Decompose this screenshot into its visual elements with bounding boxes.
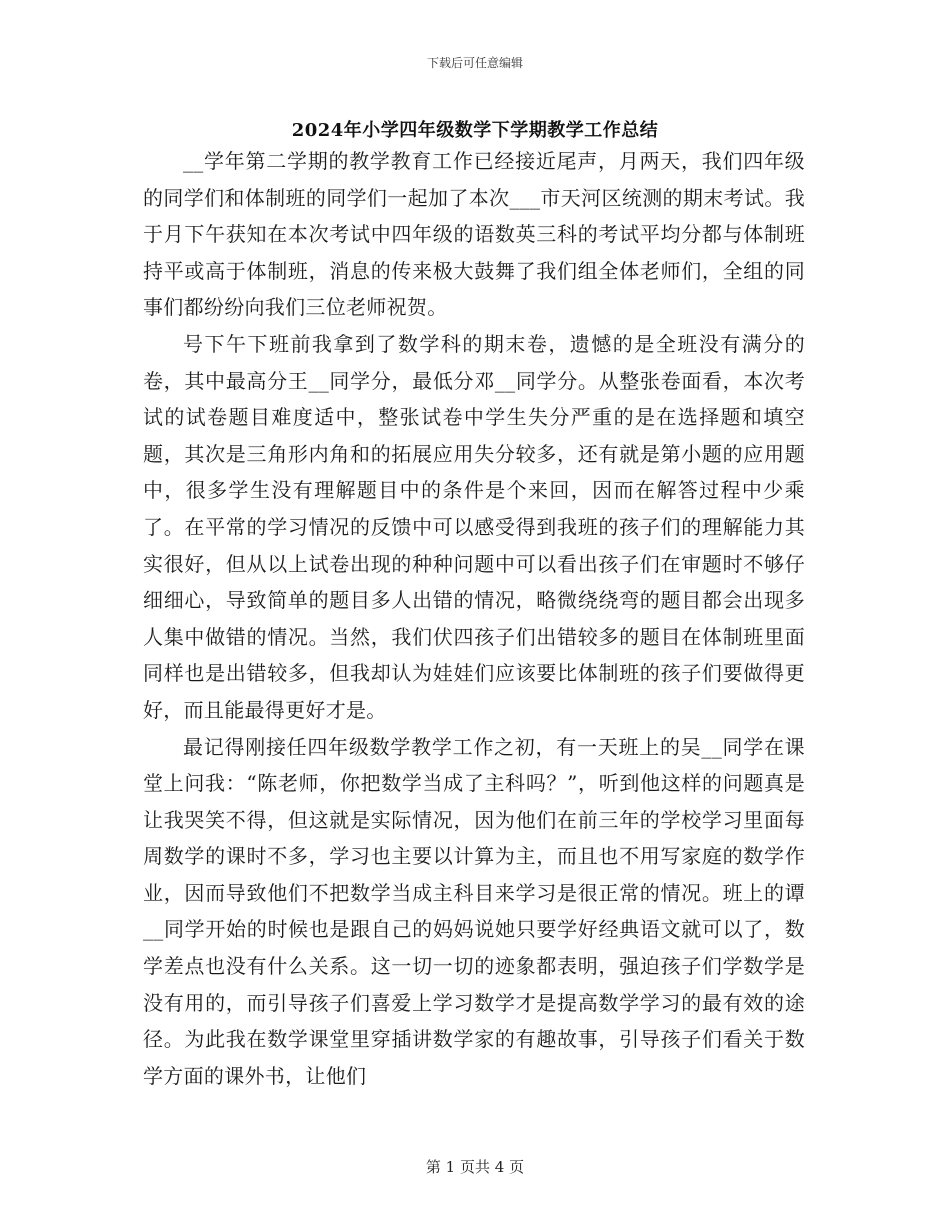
document-body [143,143,805,1094]
page-number: 第 1 页共 4 页 [425,1158,525,1176]
paragraph: 号下午下班前我拿到了数学科的期末卷，遗憾的是全班没有满分的卷，其中最高分王__同学分，最低分邓__同学分。从整张卷面看，本次考试的试卷题目难度适中，整张试卷中学生失分严重的是在选择题和填空题，其次是三角形内角和的拓展应用失分较多，还有就是第小题的应用题中，很多学生没有理解题目中的条件是个来回，因而在解答过程中少乘了。在平常的学习情况的反馈中可以感受得到我班的孩子们的理解能力其实很好，但从以上试卷出现的种种问题中可以看出孩子们在审题时不够仔细细心，导致简单的题目多人出错的情况，略微绕绕弯的题目都会出现多人集中做错的情况。当然，我们伏四孩子们出错较多的题目在体制班里面同样也是出错较多，但我却认为娃娃们应该要比体制班的孩子们要做得更好，而且能最得更好才是。 [143,331,805,722]
document-title: 2024年小学四年级数学下学期教学工作总结 [291,120,659,141]
paragraph: 最记得刚接任四年级数学教学工作之初，有一天班上的吴__同学在课堂上问我：“陈老师，你把数学当成了主科吗？”，听到他这样的问题真是让我哭笑不得，但这就是实际情况，因为他们在前三年的学校学习里面每周数学的课时不多，学习也主要以计算为主，而且也不用写家庭的数学作业，因而导致他们不把数学当成主科目来学习是很正常的情况。班上的谭__同学开始的时候也是跟自己的妈妈说她只要学好经典语文就可以了，数学差点也没有什么关系。这一切一切的迹象都表明，强迫孩子们学数学是没有用的，而引导孩子们喜爱上学习数学才是提高数学学习的最有效的途径。为此我在数学课堂里穿插讲数学家的有趣故事，引导孩子们看关于数学方面的课外书，让他们 [143,734,805,1088]
paragraph: __学年第二学期的教学教育工作已经接近尾声，月两天，我们四年级的同学们和体制班的同学们一起加了本次___市天河区统测的期末考试。我于月下午获知在本次考试中四年级的语数英三科的考试平均分都与体制班持平或高于体制班，消息的传来极大鼓舞了我们组全体老师们，全组的同事们都纷纷向我们三位老师祝贺。 [143,149,805,320]
header-note: 下载后可任意编辑 [426,56,523,70]
